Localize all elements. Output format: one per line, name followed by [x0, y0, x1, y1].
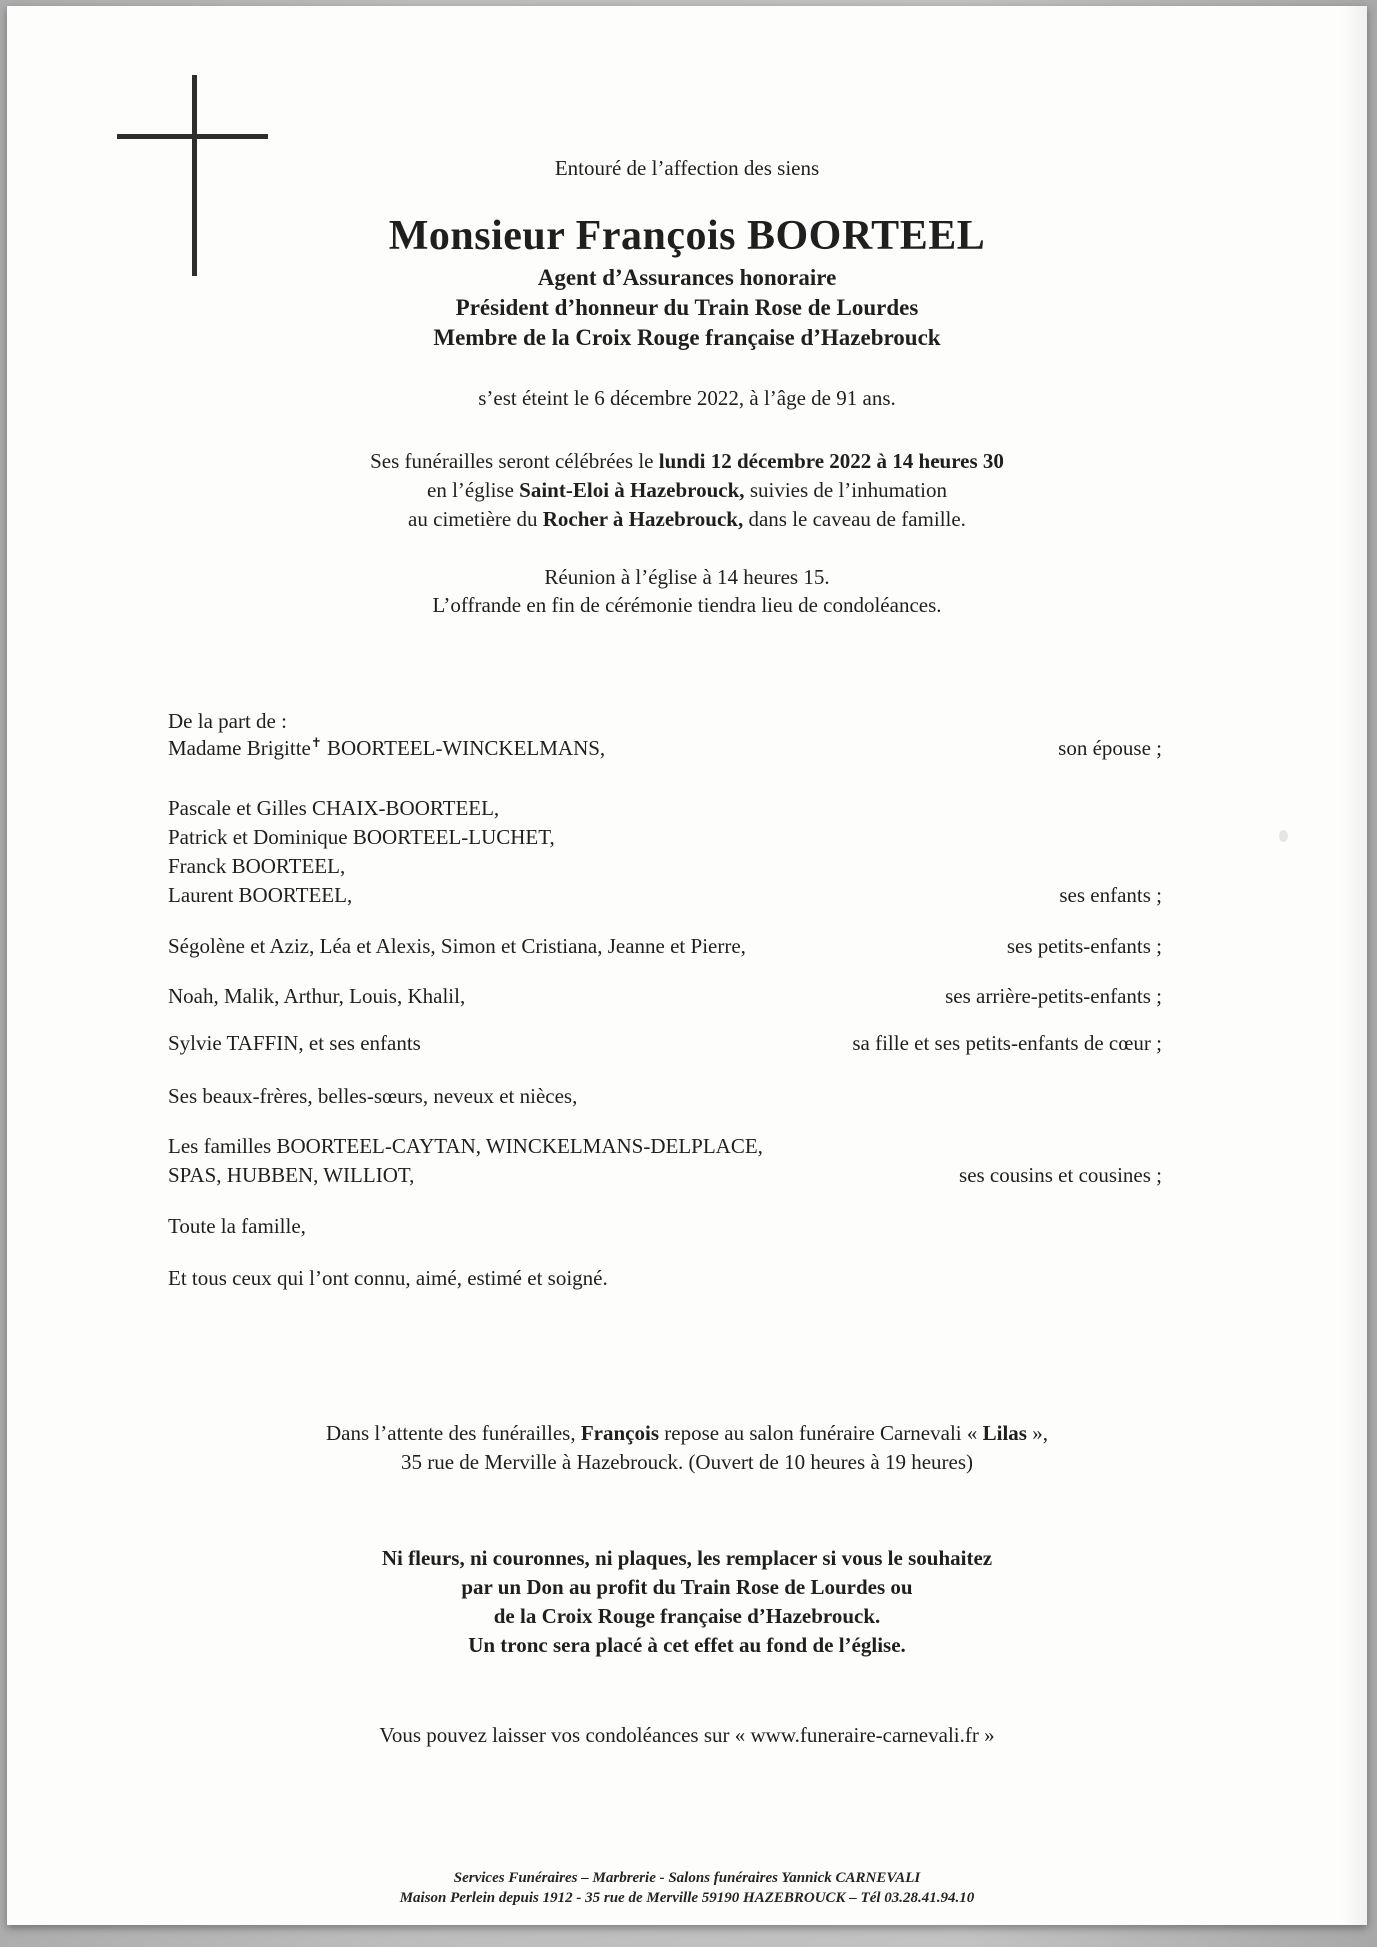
donation-line-1: Ni fleurs, ni couronnes, ni plaques, les remplacer si vous le souhaitez — [381, 1546, 993, 1570]
deceased-name: Monsieur François BOORTEEL — [388, 213, 986, 259]
spouse-note: son épouse ; — [1058, 736, 1162, 760]
children-names — [168, 794, 555, 910]
child-name: Pascale et Gilles CHAIX-BOORTEEL, — [168, 796, 500, 820]
families-note: ses cousins et cousines ; — [959, 1163, 1162, 1187]
all-others-row — [168, 1264, 1162, 1293]
offering-line: L’offrande en fin de cérémonie tiendra lieu de condoléances. — [432, 593, 942, 617]
all-others-text: Et tous ceux qui l’ont connu, aimé, estimé et soigné. — [168, 1266, 608, 1290]
deceased-cross-mark-icon: ✝ — [310, 735, 322, 750]
death-date-line: s’est éteint le 6 décembre 2022, à l’âge de 91 ans. — [478, 386, 896, 410]
whole-family-row — [168, 1212, 1162, 1241]
spouse-name: Madame Brigitte✝ BOORTEEL-WINCKELMANS, — [168, 735, 606, 760]
condolences-line: Vous pouvez laisser vos condoléances sur « www.funeraire-carnevali.fr » — [379, 1723, 995, 1747]
intro-line: Entouré de l’affection des siens — [554, 156, 820, 180]
children-note: ses enfants ; — [1059, 883, 1162, 907]
ceremony-line-1: Ses funérailles seront célébrées le lundi 12 décembre 2022 à 14 heures 30 — [370, 449, 1004, 473]
vigil-line-1: Dans l’attente des funérailles, François repose au salon funéraire Carnevali « Lilas », — [326, 1421, 1048, 1445]
family-intro-row — [168, 707, 1162, 736]
heart-family-names: Sylvie TAFFIN, et ses enfants — [168, 1031, 421, 1055]
families-names — [168, 1132, 763, 1190]
great-grandchildren-note: ses arrière-petits-enfants ; — [945, 984, 1162, 1008]
whole-family-text: Toute la famille, — [168, 1214, 306, 1238]
ceremony-paragraph — [7, 447, 1367, 534]
role-line-1: Agent d’Assurances honoraire — [537, 265, 837, 290]
vigil-line-2: 35 rue de Merville à Hazebrouck. (Ouvert de 10 heures à 19 heures) — [400, 1450, 973, 1474]
great-grandchildren-row — [168, 982, 1162, 1011]
vigil-paragraph — [7, 1419, 1367, 1477]
role-line-3: Membre de la Croix Rouge française d’Hazebrouck — [433, 325, 941, 350]
footer-line-1: Services Funéraires – Marbrerie - Salons funéraires Yannick CARNEVALI — [453, 1870, 921, 1886]
grandchildren-note: ses petits-enfants ; — [1006, 934, 1162, 958]
donation-line-3: de la Croix Rouge française d’Hazebrouck. — [493, 1604, 881, 1628]
scan-speck — [1279, 830, 1288, 842]
child-name: Laurent BOORTEEL, — [168, 883, 353, 907]
families-line-1: Les familles BOORTEEL-CAYTAN, WINCKELMANS-DELPLACE, — [168, 1134, 763, 1158]
inlaws-row — [168, 1082, 1162, 1111]
children-row — [168, 794, 1162, 910]
spouse-row — [168, 734, 1162, 763]
great-grandchildren-names: Noah, Malik, Arthur, Louis, Khalil, — [168, 984, 466, 1008]
heart-family-row — [168, 1029, 1162, 1058]
role-line-2: Président d’honneur du Train Rose de Lourdes — [455, 295, 919, 320]
child-name: Patrick et Dominique BOORTEEL-LUCHET, — [168, 825, 555, 849]
child-name: Franck BOORTEEL, — [168, 854, 346, 878]
grandchildren-row — [168, 932, 1162, 961]
ceremony-line-3: au cimetière du Rocher à Hazebrouck, dans le caveau de famille. — [408, 507, 966, 531]
inlaws-text: Ses beaux-frères, belles-sœurs, neveux et nièces, — [168, 1084, 578, 1108]
donation-line-4: Un tronc sera placé à cet effet au fond de l’église. — [468, 1633, 906, 1657]
donation-paragraph — [7, 1544, 1367, 1660]
meeting-line: Réunion à l’église à 14 heures 15. — [544, 565, 830, 589]
cross-horizontal-bar — [117, 134, 268, 139]
families-row — [168, 1132, 1162, 1190]
families-line-2: SPAS, HUBBEN, WILLIOT, — [168, 1163, 415, 1187]
donation-line-2: par un Don au profit du Train Rose de Lourdes ou — [461, 1575, 913, 1599]
heart-family-note: sa fille et ses petits-enfants de cœur ; — [852, 1031, 1162, 1055]
footer-line-2: Maison Perlein depuis 1912 - 35 rue de Merville 59190 HAZEBROUCK – Tél 03.28.41.94.10 — [399, 1890, 975, 1906]
funeral-home-footer — [7, 1868, 1367, 1908]
ceremony-line-2: en l’église Saint-Eloi à Hazebrouck, suivies de l’inhumation — [427, 478, 947, 502]
meeting-paragraph — [7, 563, 1367, 619]
grandchildren-names: Ségolène et Aziz, Léa et Alexis, Simon et Cristiana, Jeanne et Pierre, — [168, 934, 746, 958]
family-intro: De la part de : — [168, 709, 287, 733]
document-page — [7, 6, 1367, 1925]
